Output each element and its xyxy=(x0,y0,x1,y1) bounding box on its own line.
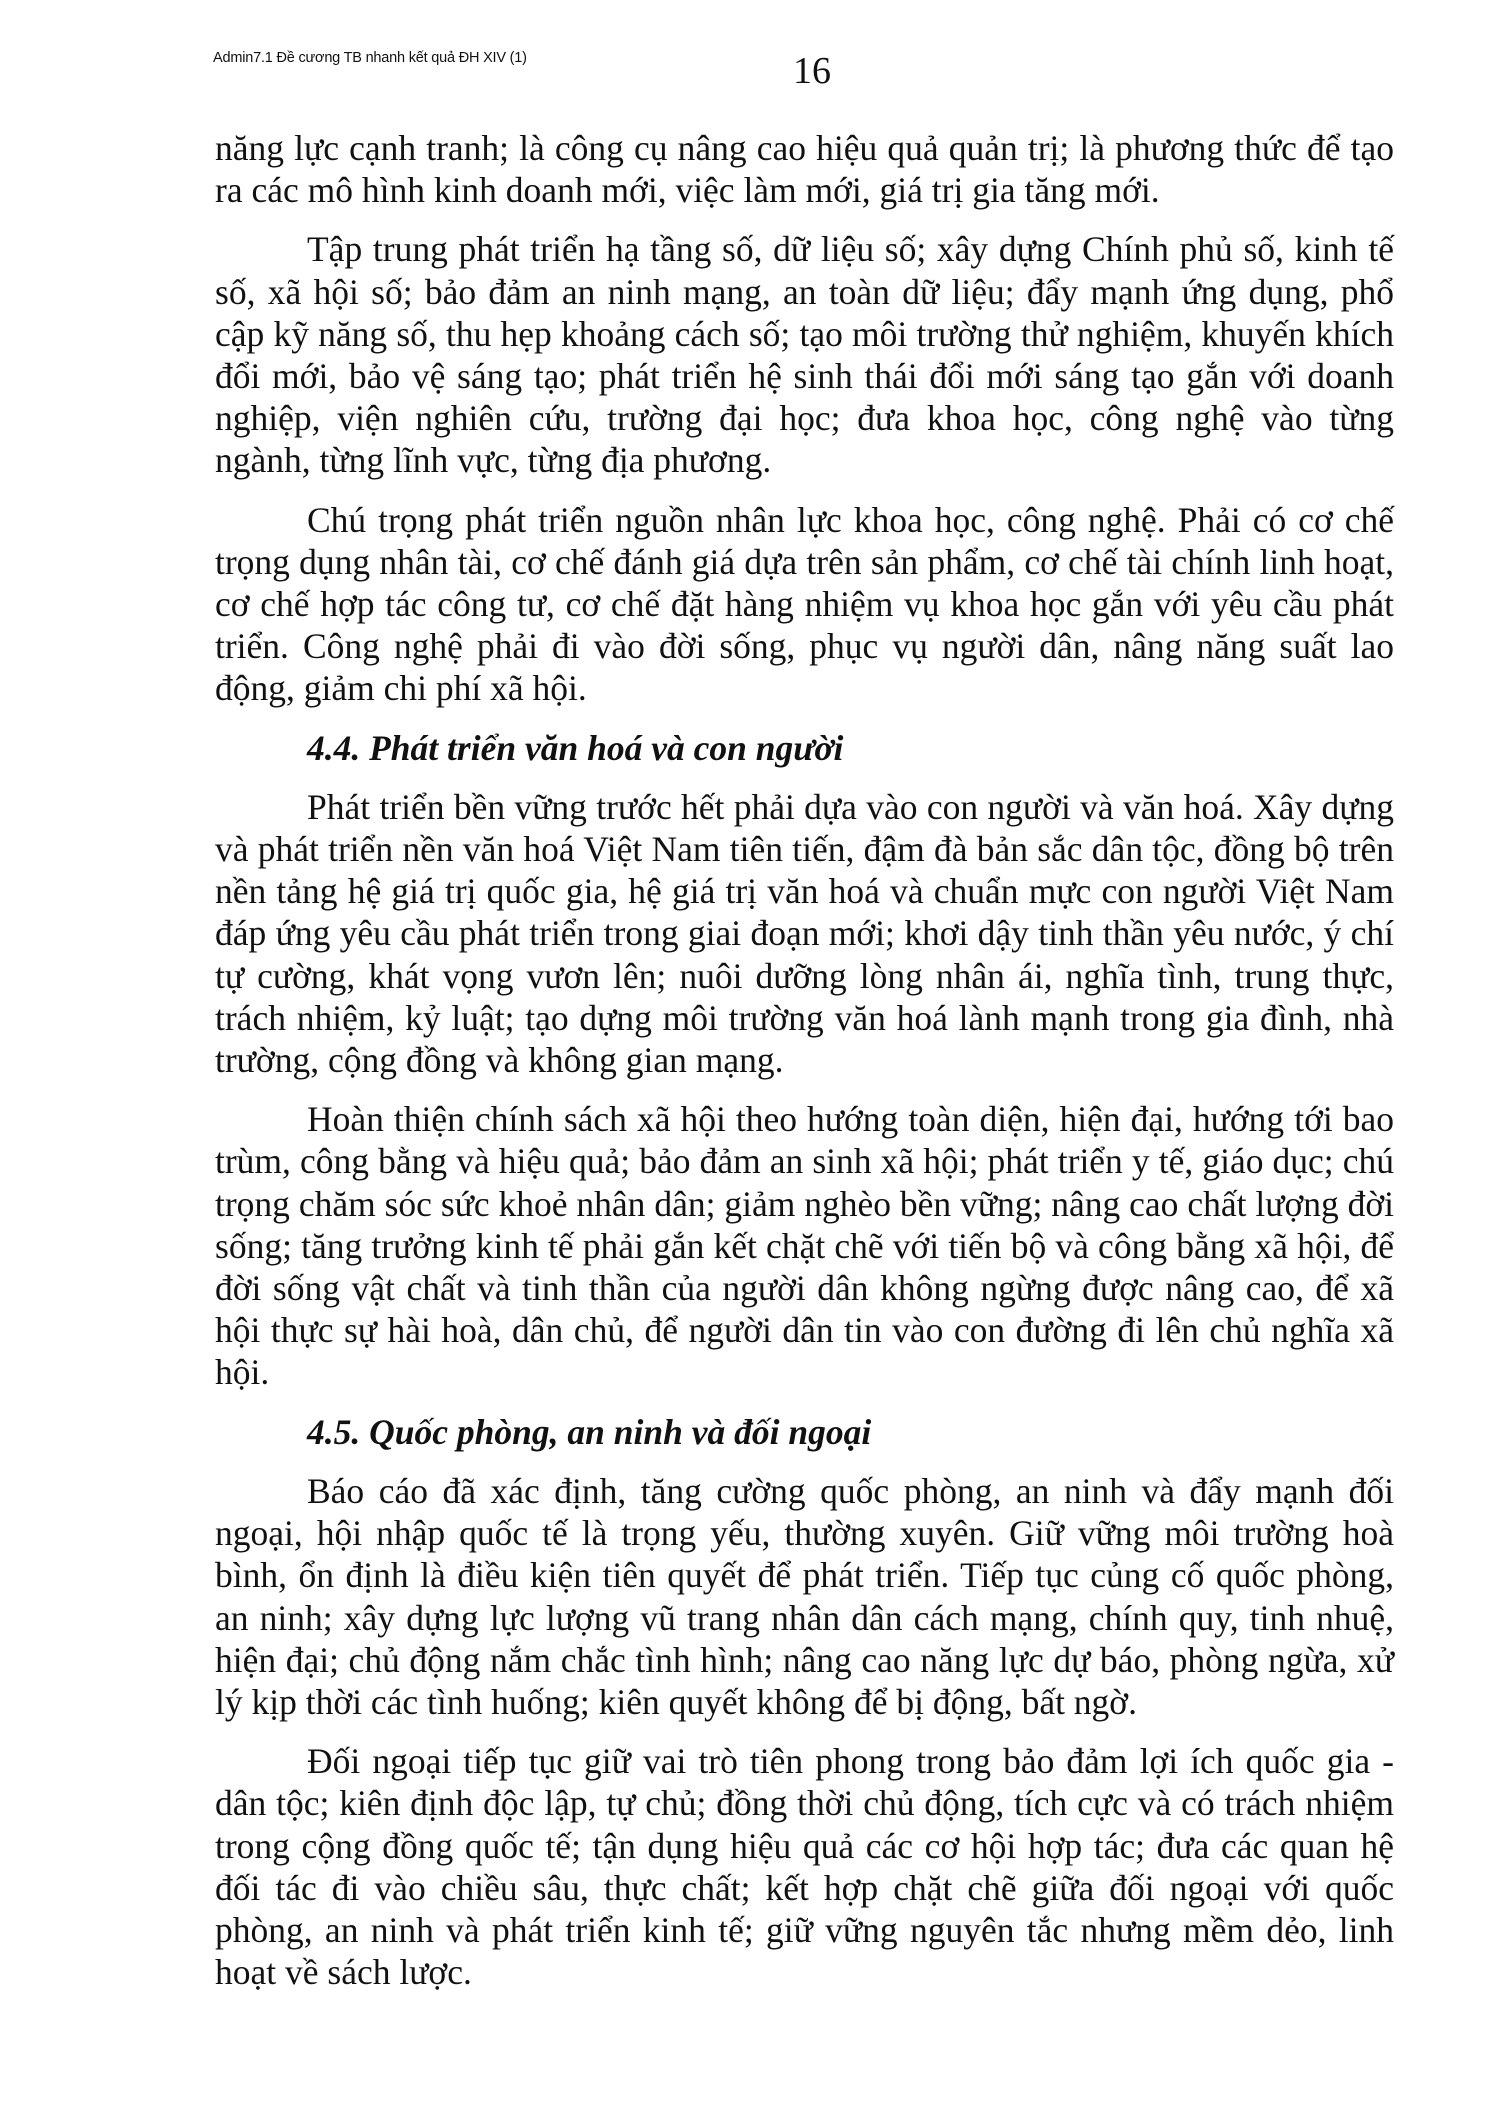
section-heading-4-4: 4.4. Phát triển văn hoá và con người xyxy=(307,727,844,768)
section-heading-4-5: 4.5. Quốc phòng, an ninh và đối ngoại xyxy=(307,1411,872,1452)
page-number: 16 xyxy=(793,50,831,92)
paragraph-defense-security: Báo cáo đã xác định, tăng cường quốc phòng, an ninh và đẩy mạnh đối ngoại, hội nhập quốc tế là trọng yếu, thường xuyên. Giữ vững môi trường hoà bình, ổn định là điều kiện tiên quyết để phát triển. Tiếp tục củng cố quốc phòng, an ninh; xây dựng lực lượng vũ trang nhân dân cách mạng, chính quy, tinh nhuệ, hiện đại; chủ động nắm chắc tình hình; nâng cao năng lực dự báo, phòng ngừa, xử lý kịp thời các tình huống; kiên quyết không để bị động, bất ngờ. xyxy=(215,1470,1394,1722)
paragraph-human-resources: Chú trọng phát triển nguồn nhân lực khoa học, công nghệ. Phải có cơ chế trọng dụng nhân tài, cơ chế đánh giá dựa trên sản phẩm, cơ chế tài chính linh hoạt, cơ chế hợp tác công tư, cơ chế đặt hàng nhiệm vụ khoa học gắn với yêu cầu phát triển. Công nghệ phải đi vào đời sống, phục vụ người dân, nâng năng suất lao động, giảm chi phí xã hội. xyxy=(215,499,1394,709)
document-header-label: Admin7.1 Đề cương TB nhanh kết quả ĐH XIV (1) xyxy=(213,50,527,66)
paragraph-continuation: năng lực cạnh tranh; là công cụ nâng cao hiệu quả quản trị; là phương thức để tạo ra các mô hình kinh doanh mới, việc làm mới, giá trị gia tăng mới. xyxy=(215,128,1394,211)
paragraph-social-policy: Hoàn thiện chính sách xã hội theo hướng toàn diện, hiện đại, hướng tới bao trùm, công bằng và hiệu quả; bảo đảm an sinh xã hội; phát triển y tế, giáo dục; chú trọng chăm sóc sức khoẻ nhân dân; giảm nghèo bền vững; nâng cao chất lượng đời sống; tăng trưởng kinh tế phải gắn kết chặt chẽ với tiến bộ và công bằng xã hội, để đời sống vật chất và tinh thần của người dân không ngừng được nâng cao, để xã hội thực sự hài hoà, dân chủ, để người dân tin vào con đường đi lên chủ nghĩa xã hội. xyxy=(215,1099,1394,1393)
document-body xyxy=(215,127,1394,2010)
paragraph-foreign-affairs: Đối ngoại tiếp tục giữ vai trò tiên phong trong bảo đảm lợi ích quốc gia - dân tộc; kiên định độc lập, tự chủ; đồng thời chủ động, tích cực và có trách nhiệm trong cộng đồng quốc tế; tận dụng hiệu quả các cơ hội hợp tác; đưa các quan hệ đối tác đi vào chiều sâu, thực chất; kết hợp chặt chẽ giữa đối ngoại với quốc phòng, an ninh và phát triển kinh tế; giữ vững nguyên tắc nhưng mềm dẻo, linh hoạt về sách lược. xyxy=(215,1741,1394,1993)
paragraph-culture: Phát triển bền vững trước hết phải dựa vào con người và văn hoá. Xây dựng và phát triển nền văn hoá Việt Nam tiên tiến, đậm đà bản sắc dân tộc, đồng bộ trên nền tảng hệ giá trị quốc gia, hệ giá trị văn hoá và chuẩn mực con người Việt Nam đáp ứng yêu cầu phát triển trong giai đoạn mới; khơi dậy tinh thần yêu nước, ý chí tự cường, khát vọng vươn lên; nuôi dưỡng lòng nhân ái, nghĩa tình, trung thực, trách nhiệm, kỷ luật; tạo dựng môi trường văn hoá lành mạnh trong gia đình, nhà trường, cộng đồng và không gian mạng. xyxy=(215,786,1394,1081)
paragraph-digital-infrastructure: Tập trung phát triển hạ tầng số, dữ liệu số; xây dựng Chính phủ số, kinh tế số, xã hội số; bảo đảm an ninh mạng, an toàn dữ liệu; đẩy mạnh ứng dụng, phổ cập kỹ năng số, thu hẹp khoảng cách số; tạo môi trường thử nghiệm, khuyến khích đổi mới, bảo vệ sáng tạo; phát triển hệ sinh thái đổi mới sáng tạo gắn với doanh nghiệp, viện nghiên cứu, trường đại học; đưa khoa học, công nghệ vào từng ngành, từng lĩnh vực, từng địa phương. xyxy=(215,229,1394,481)
